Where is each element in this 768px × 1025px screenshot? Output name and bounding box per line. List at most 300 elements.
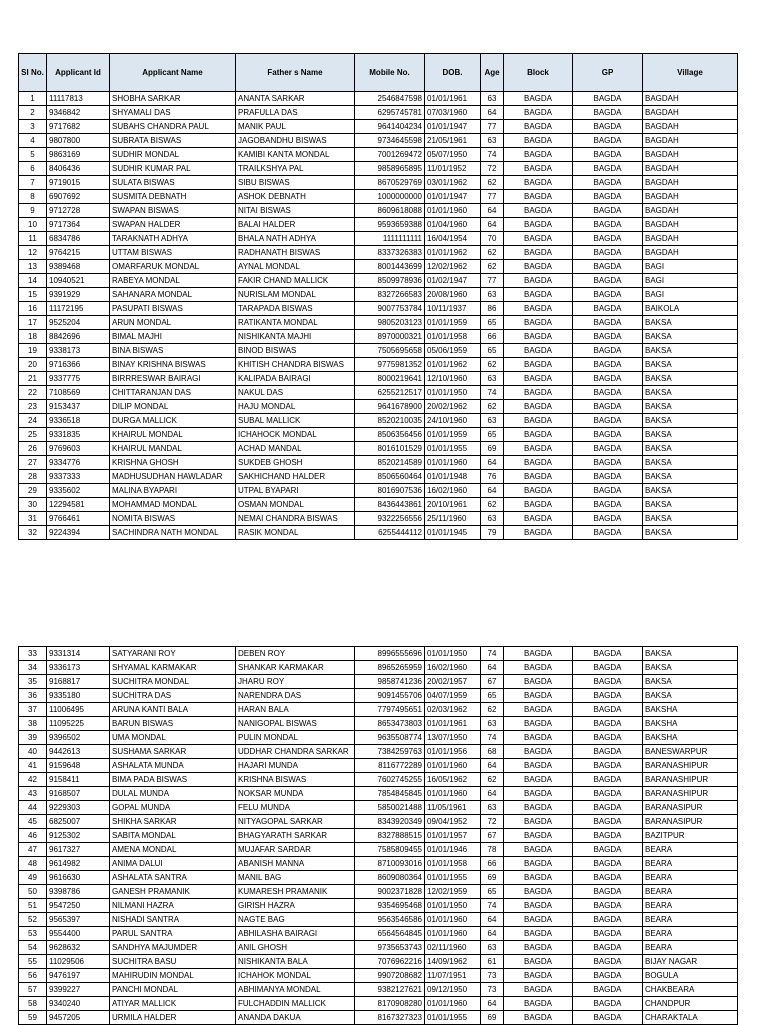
cell-village: BAZITPUR bbox=[643, 829, 738, 843]
cell-gp: BAGDA bbox=[573, 983, 643, 997]
cell-sl-no: 58 bbox=[19, 997, 47, 1011]
cell-applicant-id: 9331314 bbox=[47, 647, 110, 661]
cell-village: BIJAY NAGAR bbox=[643, 955, 738, 969]
cell-fathers-name: ICHAHOCK MONDAL bbox=[236, 428, 355, 442]
cell-mobile-no: 5850021488 bbox=[355, 801, 425, 815]
cell-applicant-id: 9525204 bbox=[47, 316, 110, 330]
cell-dob: 01/01/1957 bbox=[425, 829, 481, 843]
cell-village: BAGDAH bbox=[643, 246, 738, 260]
cell-age: 74 bbox=[481, 148, 504, 162]
cell-age: 63 bbox=[481, 134, 504, 148]
cell-applicant-id: 9769603 bbox=[47, 442, 110, 456]
cell-fathers-name: DEBEN ROY bbox=[236, 647, 355, 661]
cell-applicant-id: 9764215 bbox=[47, 246, 110, 260]
cell-fathers-name: HAJARI MUNDA bbox=[236, 759, 355, 773]
cell-age: 69 bbox=[481, 1011, 504, 1025]
cell-gp: BAGDA bbox=[573, 661, 643, 675]
cell-age: 77 bbox=[481, 190, 504, 204]
cell-sl-no: 17 bbox=[19, 316, 47, 330]
cell-sl-no: 54 bbox=[19, 941, 47, 955]
cell-applicant-name: SUBRATA BISWAS bbox=[110, 134, 236, 148]
cell-gp: BAGDA bbox=[573, 344, 643, 358]
cell-village: BAKSA bbox=[643, 414, 738, 428]
cell-gp: BAGDA bbox=[573, 773, 643, 787]
cell-age: 65 bbox=[481, 344, 504, 358]
cell-mobile-no: 9322256556 bbox=[355, 512, 425, 526]
cell-applicant-id: 9125302 bbox=[47, 829, 110, 843]
cell-gp: BAGDA bbox=[573, 941, 643, 955]
cell-gp: BAGDA bbox=[573, 997, 643, 1011]
cell-applicant-name: SACHINDRA NATH MONDAL bbox=[110, 526, 236, 540]
cell-gp: BAGDA bbox=[573, 106, 643, 120]
cell-gp: BAGDA bbox=[573, 675, 643, 689]
cell-age: 72 bbox=[481, 162, 504, 176]
cell-mobile-no: 7585809455 bbox=[355, 843, 425, 857]
cell-fathers-name: RATIKANTA MONDAL bbox=[236, 316, 355, 330]
cell-applicant-name: DURGA MALLICK bbox=[110, 414, 236, 428]
applicant-table-page1 bbox=[18, 53, 738, 540]
cell-dob: 01/01/1958 bbox=[425, 330, 481, 344]
cell-sl-no: 25 bbox=[19, 428, 47, 442]
cell-age: 67 bbox=[481, 675, 504, 689]
cell-village: BARANASHIPUR bbox=[643, 787, 738, 801]
cell-block: BAGDA bbox=[504, 857, 573, 871]
cell-applicant-name: SHYAMAL KARMAKAR bbox=[110, 661, 236, 675]
cell-block: BAGDA bbox=[504, 358, 573, 372]
cell-applicant-name: BINAY KRISHNA BISWAS bbox=[110, 358, 236, 372]
cell-dob: 01/01/1961 bbox=[425, 92, 481, 106]
cell-applicant-id: 9616630 bbox=[47, 871, 110, 885]
cell-age: 77 bbox=[481, 120, 504, 134]
cell-block: BAGDA bbox=[504, 899, 573, 913]
cell-applicant-name: AMENA MONDAL bbox=[110, 843, 236, 857]
cell-block: BAGDA bbox=[504, 162, 573, 176]
cell-mobile-no: 1111111111 bbox=[355, 232, 425, 246]
cell-dob: 20/02/1962 bbox=[425, 400, 481, 414]
table-row bbox=[19, 512, 738, 526]
cell-mobile-no: 8116772289 bbox=[355, 759, 425, 773]
cell-dob: 01/01/1962 bbox=[425, 358, 481, 372]
cell-dob: 20/02/1957 bbox=[425, 675, 481, 689]
table-row bbox=[19, 428, 738, 442]
cell-gp: BAGDA bbox=[573, 787, 643, 801]
cell-mobile-no: 1000000000 bbox=[355, 190, 425, 204]
cell-village: BAGDAH bbox=[643, 120, 738, 134]
cell-mobile-no: 8710093016 bbox=[355, 857, 425, 871]
cell-dob: 01/01/1958 bbox=[425, 857, 481, 871]
cell-applicant-name: SULATA BISWAS bbox=[110, 176, 236, 190]
cell-fathers-name: PULIN MONDAL bbox=[236, 731, 355, 745]
table-row bbox=[19, 400, 738, 414]
cell-gp: BAGDA bbox=[573, 759, 643, 773]
cell-block: BAGDA bbox=[504, 717, 573, 731]
cell-sl-no: 3 bbox=[19, 120, 47, 134]
cell-sl-no: 33 bbox=[19, 647, 47, 661]
cell-applicant-id: 9476197 bbox=[47, 969, 110, 983]
table-body-page1 bbox=[19, 92, 738, 540]
cell-applicant-name: SHYAMALI DAS bbox=[110, 106, 236, 120]
cell-block: BAGDA bbox=[504, 428, 573, 442]
cell-applicant-id: 9153437 bbox=[47, 400, 110, 414]
cell-applicant-name: ATIYAR MALLICK bbox=[110, 997, 236, 1011]
cell-sl-no: 36 bbox=[19, 689, 47, 703]
cell-sl-no: 7 bbox=[19, 176, 47, 190]
cell-sl-no: 39 bbox=[19, 731, 47, 745]
table-body-page2 bbox=[19, 647, 738, 1025]
cell-age: 63 bbox=[481, 512, 504, 526]
cell-age: 62 bbox=[481, 773, 504, 787]
header-mobile-no: Mobile No. bbox=[355, 54, 425, 92]
cell-applicant-name: PARUL SANTRA bbox=[110, 927, 236, 941]
table-row bbox=[19, 717, 738, 731]
cell-applicant-name: MADHUSUDHAN HAWLADAR bbox=[110, 470, 236, 484]
cell-age: 74 bbox=[481, 386, 504, 400]
cell-village: BANESWARPUR bbox=[643, 745, 738, 759]
table-row bbox=[19, 470, 738, 484]
table-row bbox=[19, 955, 738, 969]
cell-age: 69 bbox=[481, 442, 504, 456]
cell-sl-no: 13 bbox=[19, 260, 47, 274]
cell-age: 63 bbox=[481, 941, 504, 955]
cell-block: BAGDA bbox=[504, 106, 573, 120]
cell-age: 63 bbox=[481, 414, 504, 428]
cell-sl-no: 49 bbox=[19, 871, 47, 885]
cell-gp: BAGDA bbox=[573, 689, 643, 703]
cell-gp: BAGDA bbox=[573, 218, 643, 232]
header-fathers-name: Father s Name bbox=[236, 54, 355, 92]
cell-gp: BAGDA bbox=[573, 330, 643, 344]
table-row bbox=[19, 92, 738, 106]
cell-applicant-id: 9335602 bbox=[47, 484, 110, 498]
cell-applicant-id: 9337775 bbox=[47, 372, 110, 386]
cell-gp: BAGDA bbox=[573, 190, 643, 204]
cell-village: BOGULA bbox=[643, 969, 738, 983]
cell-sl-no: 20 bbox=[19, 358, 47, 372]
table-row bbox=[19, 801, 738, 815]
cell-mobile-no: 8170908280 bbox=[355, 997, 425, 1011]
cell-age: 64 bbox=[481, 661, 504, 675]
cell-mobile-no: 9907208682 bbox=[355, 969, 425, 983]
cell-fathers-name: ANANDA DAKUA bbox=[236, 1011, 355, 1025]
cell-gp: BAGDA bbox=[573, 913, 643, 927]
cell-village: BAKSHA bbox=[643, 717, 738, 731]
table-row bbox=[19, 1011, 738, 1025]
cell-dob: 21/05/1961 bbox=[425, 134, 481, 148]
cell-applicant-id: 9399227 bbox=[47, 983, 110, 997]
cell-applicant-name: SUDHIR KUMAR PAL bbox=[110, 162, 236, 176]
cell-fathers-name: PRAFULLA DAS bbox=[236, 106, 355, 120]
cell-village: BAGI bbox=[643, 260, 738, 274]
cell-dob: 01/01/1959 bbox=[425, 428, 481, 442]
cell-village: BARANASIPUR bbox=[643, 815, 738, 829]
cell-village: BAKSA bbox=[643, 661, 738, 675]
cell-gp: BAGDA bbox=[573, 260, 643, 274]
cell-block: BAGDA bbox=[504, 885, 573, 899]
cell-applicant-name: ANIMA DALUI bbox=[110, 857, 236, 871]
cell-fathers-name: ABANISH MANNA bbox=[236, 857, 355, 871]
cell-block: BAGDA bbox=[504, 288, 573, 302]
cell-sl-no: 14 bbox=[19, 274, 47, 288]
cell-sl-no: 53 bbox=[19, 927, 47, 941]
cell-block: BAGDA bbox=[504, 400, 573, 414]
cell-age: 62 bbox=[481, 358, 504, 372]
cell-village: BAKSA bbox=[643, 386, 738, 400]
cell-sl-no: 15 bbox=[19, 288, 47, 302]
cell-applicant-id: 9554400 bbox=[47, 927, 110, 941]
cell-fathers-name: ICHAHOK MONDAL bbox=[236, 969, 355, 983]
cell-mobile-no: 8000219641 bbox=[355, 372, 425, 386]
table-row bbox=[19, 661, 738, 675]
cell-block: BAGDA bbox=[504, 759, 573, 773]
cell-fathers-name: FELU MUNDA bbox=[236, 801, 355, 815]
table-row bbox=[19, 675, 738, 689]
cell-mobile-no: 7797495651 bbox=[355, 703, 425, 717]
cell-mobile-no: 8506560464 bbox=[355, 470, 425, 484]
cell-age: 64 bbox=[481, 218, 504, 232]
cell-applicant-id: 11172195 bbox=[47, 302, 110, 316]
cell-block: BAGDA bbox=[504, 176, 573, 190]
cell-applicant-id: 9346842 bbox=[47, 106, 110, 120]
cell-sl-no: 19 bbox=[19, 344, 47, 358]
cell-dob: 12/02/1962 bbox=[425, 260, 481, 274]
cell-applicant-name: SWAPAN BISWAS bbox=[110, 204, 236, 218]
cell-village: BAGDAH bbox=[643, 176, 738, 190]
cell-dob: 01/01/1960 bbox=[425, 204, 481, 218]
cell-gp: BAGDA bbox=[573, 274, 643, 288]
cell-block: BAGDA bbox=[504, 498, 573, 512]
table-row bbox=[19, 689, 738, 703]
cell-dob: 10/11/1937 bbox=[425, 302, 481, 316]
table-row bbox=[19, 773, 738, 787]
cell-block: BAGDA bbox=[504, 913, 573, 927]
cell-age: 65 bbox=[481, 316, 504, 330]
cell-mobile-no: 9734645598 bbox=[355, 134, 425, 148]
cell-mobile-no: 8970000321 bbox=[355, 330, 425, 344]
cell-applicant-name: SHOBHA SARKAR bbox=[110, 92, 236, 106]
cell-gp: BAGDA bbox=[573, 372, 643, 386]
cell-applicant-id: 9159648 bbox=[47, 759, 110, 773]
cell-village: BAKSA bbox=[643, 484, 738, 498]
cell-applicant-name: ARUNA KANTI BALA bbox=[110, 703, 236, 717]
cell-gp: BAGDA bbox=[573, 414, 643, 428]
cell-mobile-no: 9775981352 bbox=[355, 358, 425, 372]
table-row bbox=[19, 358, 738, 372]
cell-dob: 16/04/1954 bbox=[425, 232, 481, 246]
cell-mobile-no: 7505695658 bbox=[355, 344, 425, 358]
cell-dob: 01/01/1961 bbox=[425, 717, 481, 731]
cell-applicant-id: 11006495 bbox=[47, 703, 110, 717]
cell-block: BAGDA bbox=[504, 955, 573, 969]
cell-block: BAGDA bbox=[504, 801, 573, 815]
cell-fathers-name: ACHAD MANDAL bbox=[236, 442, 355, 456]
cell-age: 64 bbox=[481, 913, 504, 927]
cell-sl-no: 50 bbox=[19, 885, 47, 899]
cell-gp: BAGDA bbox=[573, 1011, 643, 1025]
cell-fathers-name: ASHOK DEBNATH bbox=[236, 190, 355, 204]
cell-gp: BAGDA bbox=[573, 400, 643, 414]
cell-gp: BAGDA bbox=[573, 120, 643, 134]
cell-mobile-no: 8016101529 bbox=[355, 442, 425, 456]
cell-fathers-name: NISHIKANTA MAJHI bbox=[236, 330, 355, 344]
table-row bbox=[19, 330, 738, 344]
cell-fathers-name: UDDHAR CHANDRA SARKAR bbox=[236, 745, 355, 759]
cell-fathers-name: SAKHICHAND HALDER bbox=[236, 470, 355, 484]
cell-applicant-name: SANDHYA MAJUMDER bbox=[110, 941, 236, 955]
cell-applicant-id: 9717364 bbox=[47, 218, 110, 232]
cell-block: BAGDA bbox=[504, 232, 573, 246]
cell-applicant-id: 9396502 bbox=[47, 731, 110, 745]
cell-fathers-name: TRAILKSHYA PAL bbox=[236, 162, 355, 176]
table-row bbox=[19, 731, 738, 745]
cell-village: BAKSA bbox=[643, 400, 738, 414]
cell-fathers-name: BHALA NATH ADHYA bbox=[236, 232, 355, 246]
cell-dob: 01/04/1960 bbox=[425, 218, 481, 232]
cell-dob: 01/01/1962 bbox=[425, 246, 481, 260]
cell-dob: 09/04/1952 bbox=[425, 815, 481, 829]
cell-age: 63 bbox=[481, 92, 504, 106]
cell-gp: BAGDA bbox=[573, 470, 643, 484]
table-row bbox=[19, 941, 738, 955]
cell-age: 78 bbox=[481, 843, 504, 857]
cell-gp: BAGDA bbox=[573, 899, 643, 913]
cell-block: BAGDA bbox=[504, 302, 573, 316]
table-row bbox=[19, 288, 738, 302]
cell-village: BAGDAH bbox=[643, 232, 738, 246]
table-row bbox=[19, 386, 738, 400]
cell-applicant-id: 6907692 bbox=[47, 190, 110, 204]
cell-mobile-no: 8653473803 bbox=[355, 717, 425, 731]
cell-fathers-name: NAGTE BAG bbox=[236, 913, 355, 927]
header-applicant-name: Applicant Name bbox=[110, 54, 236, 92]
cell-dob: 01/01/1950 bbox=[425, 899, 481, 913]
cell-village: BEARA bbox=[643, 885, 738, 899]
cell-fathers-name: HARAN BALA bbox=[236, 703, 355, 717]
cell-applicant-name: SUCHITRA DAS bbox=[110, 689, 236, 703]
cell-block: BAGDA bbox=[504, 204, 573, 218]
cell-dob: 12/02/1959 bbox=[425, 885, 481, 899]
cell-applicant-id: 9168507 bbox=[47, 787, 110, 801]
cell-fathers-name: MUJAFAR SARDAR bbox=[236, 843, 355, 857]
cell-fathers-name: NANIGOPAL BISWAS bbox=[236, 717, 355, 731]
cell-applicant-id: 11029506 bbox=[47, 955, 110, 969]
header-gp: GP bbox=[573, 54, 643, 92]
cell-mobile-no: 9091455706 bbox=[355, 689, 425, 703]
cell-applicant-name: SUSMITA DEBNATH bbox=[110, 190, 236, 204]
cell-mobile-no: 8520214589 bbox=[355, 456, 425, 470]
cell-dob: 01/01/1960 bbox=[425, 759, 481, 773]
cell-dob: 14/09/1962 bbox=[425, 955, 481, 969]
cell-dob: 01/01/1948 bbox=[425, 470, 481, 484]
cell-village: BAKSA bbox=[643, 689, 738, 703]
cell-village: BARANASHIPUR bbox=[643, 773, 738, 787]
table-row bbox=[19, 162, 738, 176]
cell-gp: BAGDA bbox=[573, 829, 643, 843]
cell-gp: BAGDA bbox=[573, 302, 643, 316]
cell-sl-no: 6 bbox=[19, 162, 47, 176]
cell-block: BAGDA bbox=[504, 512, 573, 526]
table-row bbox=[19, 815, 738, 829]
cell-fathers-name: NEMAI CHANDRA BISWAS bbox=[236, 512, 355, 526]
cell-village: BAKSA bbox=[643, 647, 738, 661]
cell-village: BAKSA bbox=[643, 442, 738, 456]
cell-fathers-name: ABHILASHA BAIRAGI bbox=[236, 927, 355, 941]
table-row bbox=[19, 871, 738, 885]
cell-block: BAGDA bbox=[504, 689, 573, 703]
cell-applicant-id: 9389468 bbox=[47, 260, 110, 274]
cell-block: BAGDA bbox=[504, 675, 573, 689]
cell-age: 66 bbox=[481, 857, 504, 871]
cell-dob: 01/01/1955 bbox=[425, 871, 481, 885]
cell-block: BAGDA bbox=[504, 120, 573, 134]
cell-applicant-id: 9547250 bbox=[47, 899, 110, 913]
cell-village: BAIKOLA bbox=[643, 302, 738, 316]
cell-dob: 02/11/1960 bbox=[425, 941, 481, 955]
cell-village: BAKSA bbox=[643, 372, 738, 386]
cell-applicant-name: NISHADI SANTRA bbox=[110, 913, 236, 927]
cell-block: BAGDA bbox=[504, 330, 573, 344]
cell-sl-no: 4 bbox=[19, 134, 47, 148]
cell-village: CHARAKTALA bbox=[643, 1011, 738, 1025]
cell-fathers-name: JAGOBANDHU BISWAS bbox=[236, 134, 355, 148]
cell-dob: 01/01/1960 bbox=[425, 997, 481, 1011]
cell-village: BAGDAH bbox=[643, 204, 738, 218]
cell-block: BAGDA bbox=[504, 386, 573, 400]
table-row bbox=[19, 843, 738, 857]
cell-fathers-name: MANIL BAG bbox=[236, 871, 355, 885]
cell-age: 73 bbox=[481, 983, 504, 997]
cell-fathers-name: BHAGYARATH SARKAR bbox=[236, 829, 355, 843]
cell-gp: BAGDA bbox=[573, 134, 643, 148]
cell-block: BAGDA bbox=[504, 190, 573, 204]
cell-applicant-name: RABEYA MONDAL bbox=[110, 274, 236, 288]
cell-age: 65 bbox=[481, 428, 504, 442]
cell-applicant-id: 9807800 bbox=[47, 134, 110, 148]
table-row bbox=[19, 526, 738, 540]
cell-dob: 20/08/1960 bbox=[425, 288, 481, 302]
cell-fathers-name: SUBAL MALLICK bbox=[236, 414, 355, 428]
cell-gp: BAGDA bbox=[573, 162, 643, 176]
cell-mobile-no: 6255444112 bbox=[355, 526, 425, 540]
cell-village: BAKSHA bbox=[643, 731, 738, 745]
cell-age: 79 bbox=[481, 526, 504, 540]
cell-sl-no: 47 bbox=[19, 843, 47, 857]
cell-mobile-no: 9735653743 bbox=[355, 941, 425, 955]
cell-village: BAKSA bbox=[643, 358, 738, 372]
cell-mobile-no: 7076962216 bbox=[355, 955, 425, 969]
header-block: Block bbox=[504, 54, 573, 92]
table-row bbox=[19, 885, 738, 899]
cell-age: 63 bbox=[481, 372, 504, 386]
cell-mobile-no: 9858741236 bbox=[355, 675, 425, 689]
cell-dob: 01/01/1947 bbox=[425, 120, 481, 134]
cell-age: 77 bbox=[481, 274, 504, 288]
cell-age: 62 bbox=[481, 260, 504, 274]
cell-fathers-name: NOKSAR MUNDA bbox=[236, 787, 355, 801]
cell-applicant-name: DULAL MUNDA bbox=[110, 787, 236, 801]
cell-dob: 05/07/1950 bbox=[425, 148, 481, 162]
cell-fathers-name: KALIPADA BAIRAGI bbox=[236, 372, 355, 386]
cell-gp: BAGDA bbox=[573, 288, 643, 302]
cell-mobile-no: 8167327323 bbox=[355, 1011, 425, 1025]
cell-sl-no: 42 bbox=[19, 773, 47, 787]
cell-fathers-name: MANIK PAUL bbox=[236, 120, 355, 134]
cell-gp: BAGDA bbox=[573, 316, 643, 330]
cell-mobile-no: 6564564845 bbox=[355, 927, 425, 941]
cell-applicant-id: 8406436 bbox=[47, 162, 110, 176]
table-row bbox=[19, 442, 738, 456]
cell-gp: BAGDA bbox=[573, 731, 643, 745]
table-row bbox=[19, 148, 738, 162]
